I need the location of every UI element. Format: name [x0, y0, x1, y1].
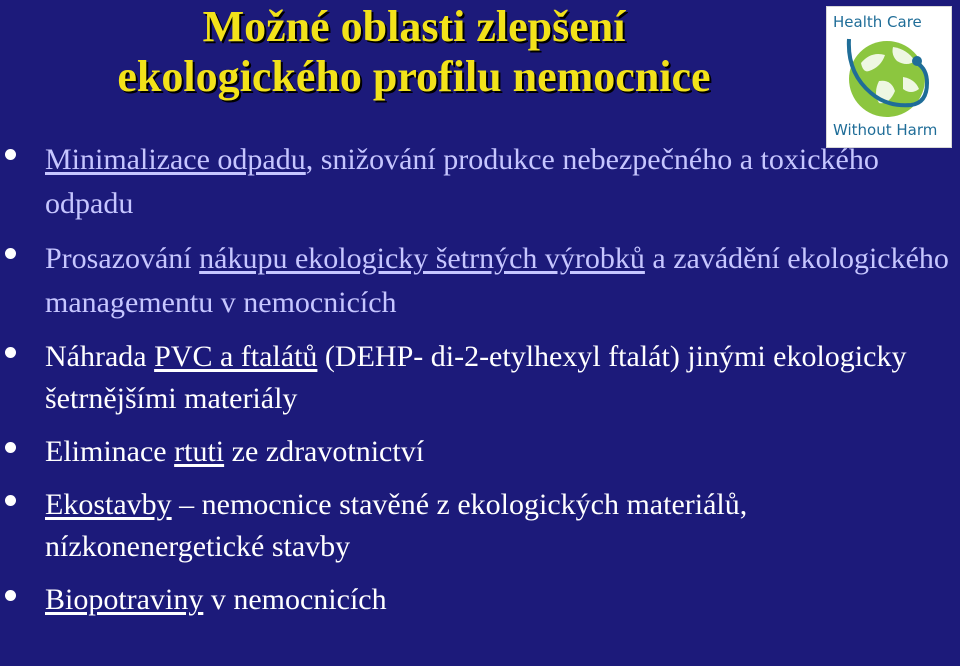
logo-bottom-text: Without Harm: [833, 121, 938, 139]
link-biopotraviny[interactable]: Biopotraviny: [45, 583, 204, 616]
link-pvc-a-ftalatu[interactable]: PVC a ftalátů: [154, 340, 318, 373]
bullet-text: Eliminace: [45, 435, 175, 468]
link-ekostavby[interactable]: Ekostavby: [45, 488, 172, 521]
bullet-text: Náhrada: [45, 340, 155, 373]
globe-stethoscope-icon: [841, 33, 937, 121]
bullet-dot: [5, 248, 16, 259]
bullet-dot: [5, 495, 16, 506]
title-line-1: Možné oblasti zlepšení: [202, 2, 626, 51]
bullet-text: a zavádění ekologického managementu v nemocnicích: [45, 242, 949, 319]
title-line-2: ekologického profilu nemocnice: [117, 52, 711, 101]
bullet-text: (DEHP- di-2-etylhexyl ftalát) jinými ekologicky šetrnějšími materiály: [45, 340, 907, 415]
link-minimalizace-odpadu[interactable]: Minimalizace odpadu: [45, 143, 306, 176]
health-care-without-harm-logo: [826, 6, 952, 148]
link-nakupu-ekologicky-setrnych-vyrobku[interactable]: nákupu ekologicky šetrných výrobků: [199, 242, 645, 275]
bullet-text: v nemocnicích: [203, 583, 387, 616]
bullet-eliminace-rtuti: [0, 431, 960, 473]
slide-title: [14, 2, 814, 102]
bullet-nahrada-pvc: [0, 336, 960, 420]
bullet-dot: [5, 149, 16, 160]
bullet-ekostavby: [0, 484, 960, 568]
bullet-list: [0, 138, 960, 632]
bullet-dot: [5, 442, 16, 453]
bullet-text: ze zdravotnictví: [224, 435, 425, 468]
bullet-prosazovani-nakupu: [0, 237, 960, 325]
bullet-text: , snižování produkce nebezpečného a toxického odpadu: [45, 143, 879, 220]
bullet-text: Prosazování: [45, 242, 200, 275]
bullet-dot: [5, 347, 16, 358]
logo-top-text: Health Care: [833, 13, 922, 31]
link-rtuti[interactable]: rtuti: [174, 435, 225, 468]
bullet-dot: [5, 590, 16, 601]
bullet-minimalizace-odpadu: [0, 138, 960, 226]
bullet-biopotraviny: [0, 579, 960, 621]
bullet-text: – nemocnice stavěné z ekologických materiálů, nízkonenergetické stavby: [45, 488, 748, 563]
